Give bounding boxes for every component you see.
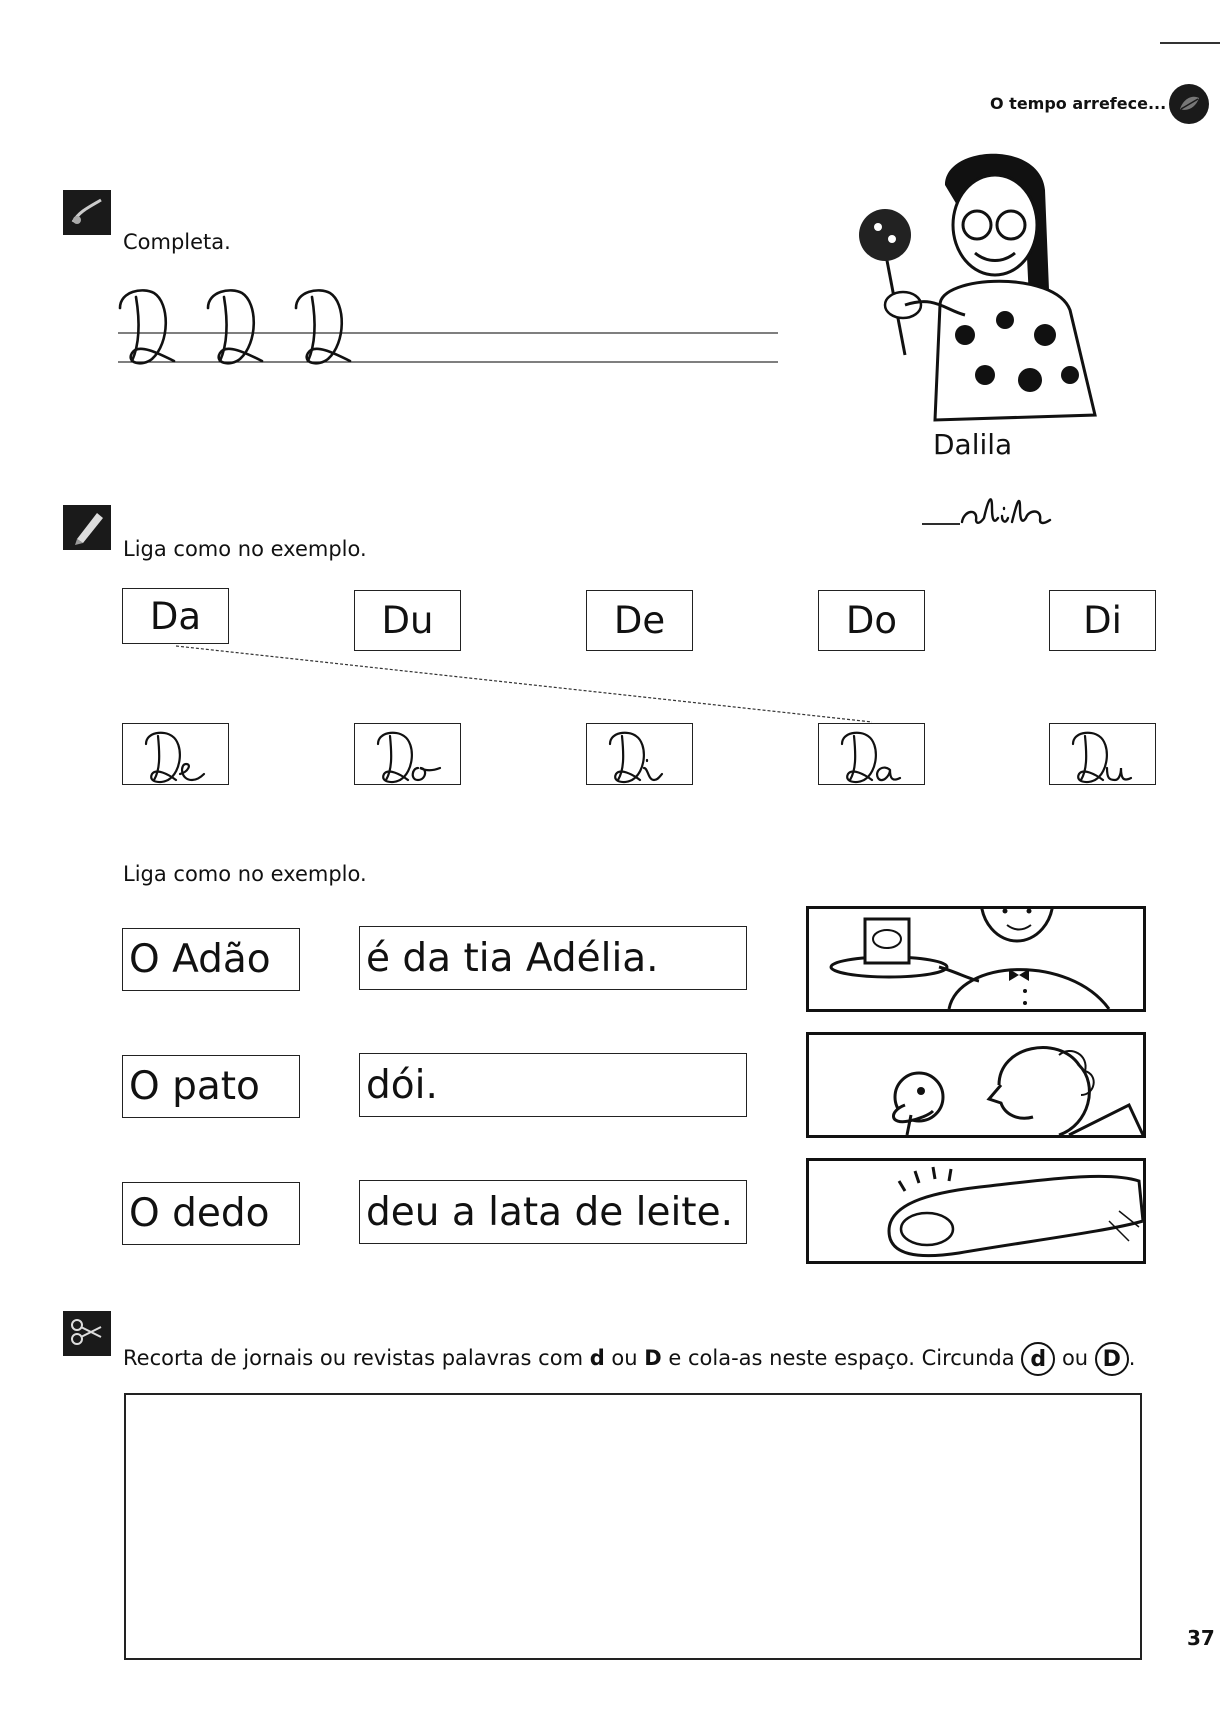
- print-syllable-4[interactable]: Do: [818, 590, 925, 651]
- scene-milk-tray[interactable]: [806, 906, 1146, 1012]
- subject-box-3[interactable]: O dedo: [122, 1182, 300, 1245]
- section2-instruction: Liga como no exemplo.: [123, 537, 367, 561]
- scene-finger[interactable]: [806, 1158, 1146, 1264]
- scissors-glue-icon: [63, 1311, 111, 1356]
- page-number: 37: [1187, 1626, 1215, 1650]
- subject-box-2[interactable]: O pato: [122, 1055, 300, 1118]
- print-syllable-5[interactable]: Di: [1049, 590, 1156, 651]
- cursive-syllable-5[interactable]: [1049, 723, 1156, 785]
- pencil-hand-icon: [63, 190, 111, 235]
- bold-letter-d: d: [589, 1346, 605, 1370]
- print-syllable-1[interactable]: Da: [122, 588, 229, 644]
- scene-duck[interactable]: [806, 1032, 1146, 1138]
- pencil-icon: [63, 505, 111, 550]
- section4-instruction: [123, 1342, 1135, 1376]
- section3-instruction: Liga como no exemplo.: [123, 862, 367, 886]
- circle-d[interactable]: d: [1021, 1342, 1055, 1376]
- character-name-cursive[interactable]: [922, 490, 1052, 526]
- header-rule: [1160, 42, 1220, 44]
- bold-letter-D: D: [644, 1346, 662, 1370]
- character-name: Dalila: [933, 428, 1013, 461]
- instruction-text-ou-2: ou: [1055, 1346, 1095, 1370]
- header-title: O tempo arrefece...: [990, 94, 1167, 113]
- section1-instruction: Completa.: [123, 230, 231, 254]
- instruction-text-1: Recorta de jornais ou revistas palavras com: [123, 1346, 590, 1370]
- dalila-illustration: [845, 145, 1120, 430]
- cursive-writing-lines[interactable]: [118, 283, 778, 373]
- predicate-box-2[interactable]: dói.: [359, 1053, 747, 1117]
- paste-area[interactable]: [124, 1393, 1142, 1660]
- instruction-end-period: .: [1128, 1346, 1136, 1370]
- instruction-text-2: e cola-as neste espaço. Circunda: [661, 1346, 1022, 1370]
- cursive-syllable-1[interactable]: [122, 723, 229, 785]
- instruction-text-ou: ou: [604, 1346, 645, 1370]
- page-header: [0, 0, 1230, 60]
- subject-box-1[interactable]: O Adão: [122, 928, 300, 991]
- print-syllable-2[interactable]: Du: [354, 590, 461, 651]
- leaf-icon: [1168, 83, 1210, 125]
- predicate-box-3[interactable]: deu a lata de leite.: [359, 1180, 747, 1244]
- cursive-syllable-2[interactable]: [354, 723, 461, 785]
- cursive-syllable-4[interactable]: [818, 723, 925, 785]
- predicate-box-1[interactable]: é da tia Adélia.: [359, 926, 747, 990]
- circle-D[interactable]: D: [1095, 1342, 1129, 1376]
- print-syllable-3[interactable]: De: [586, 590, 693, 651]
- cursive-syllable-3[interactable]: [586, 723, 693, 785]
